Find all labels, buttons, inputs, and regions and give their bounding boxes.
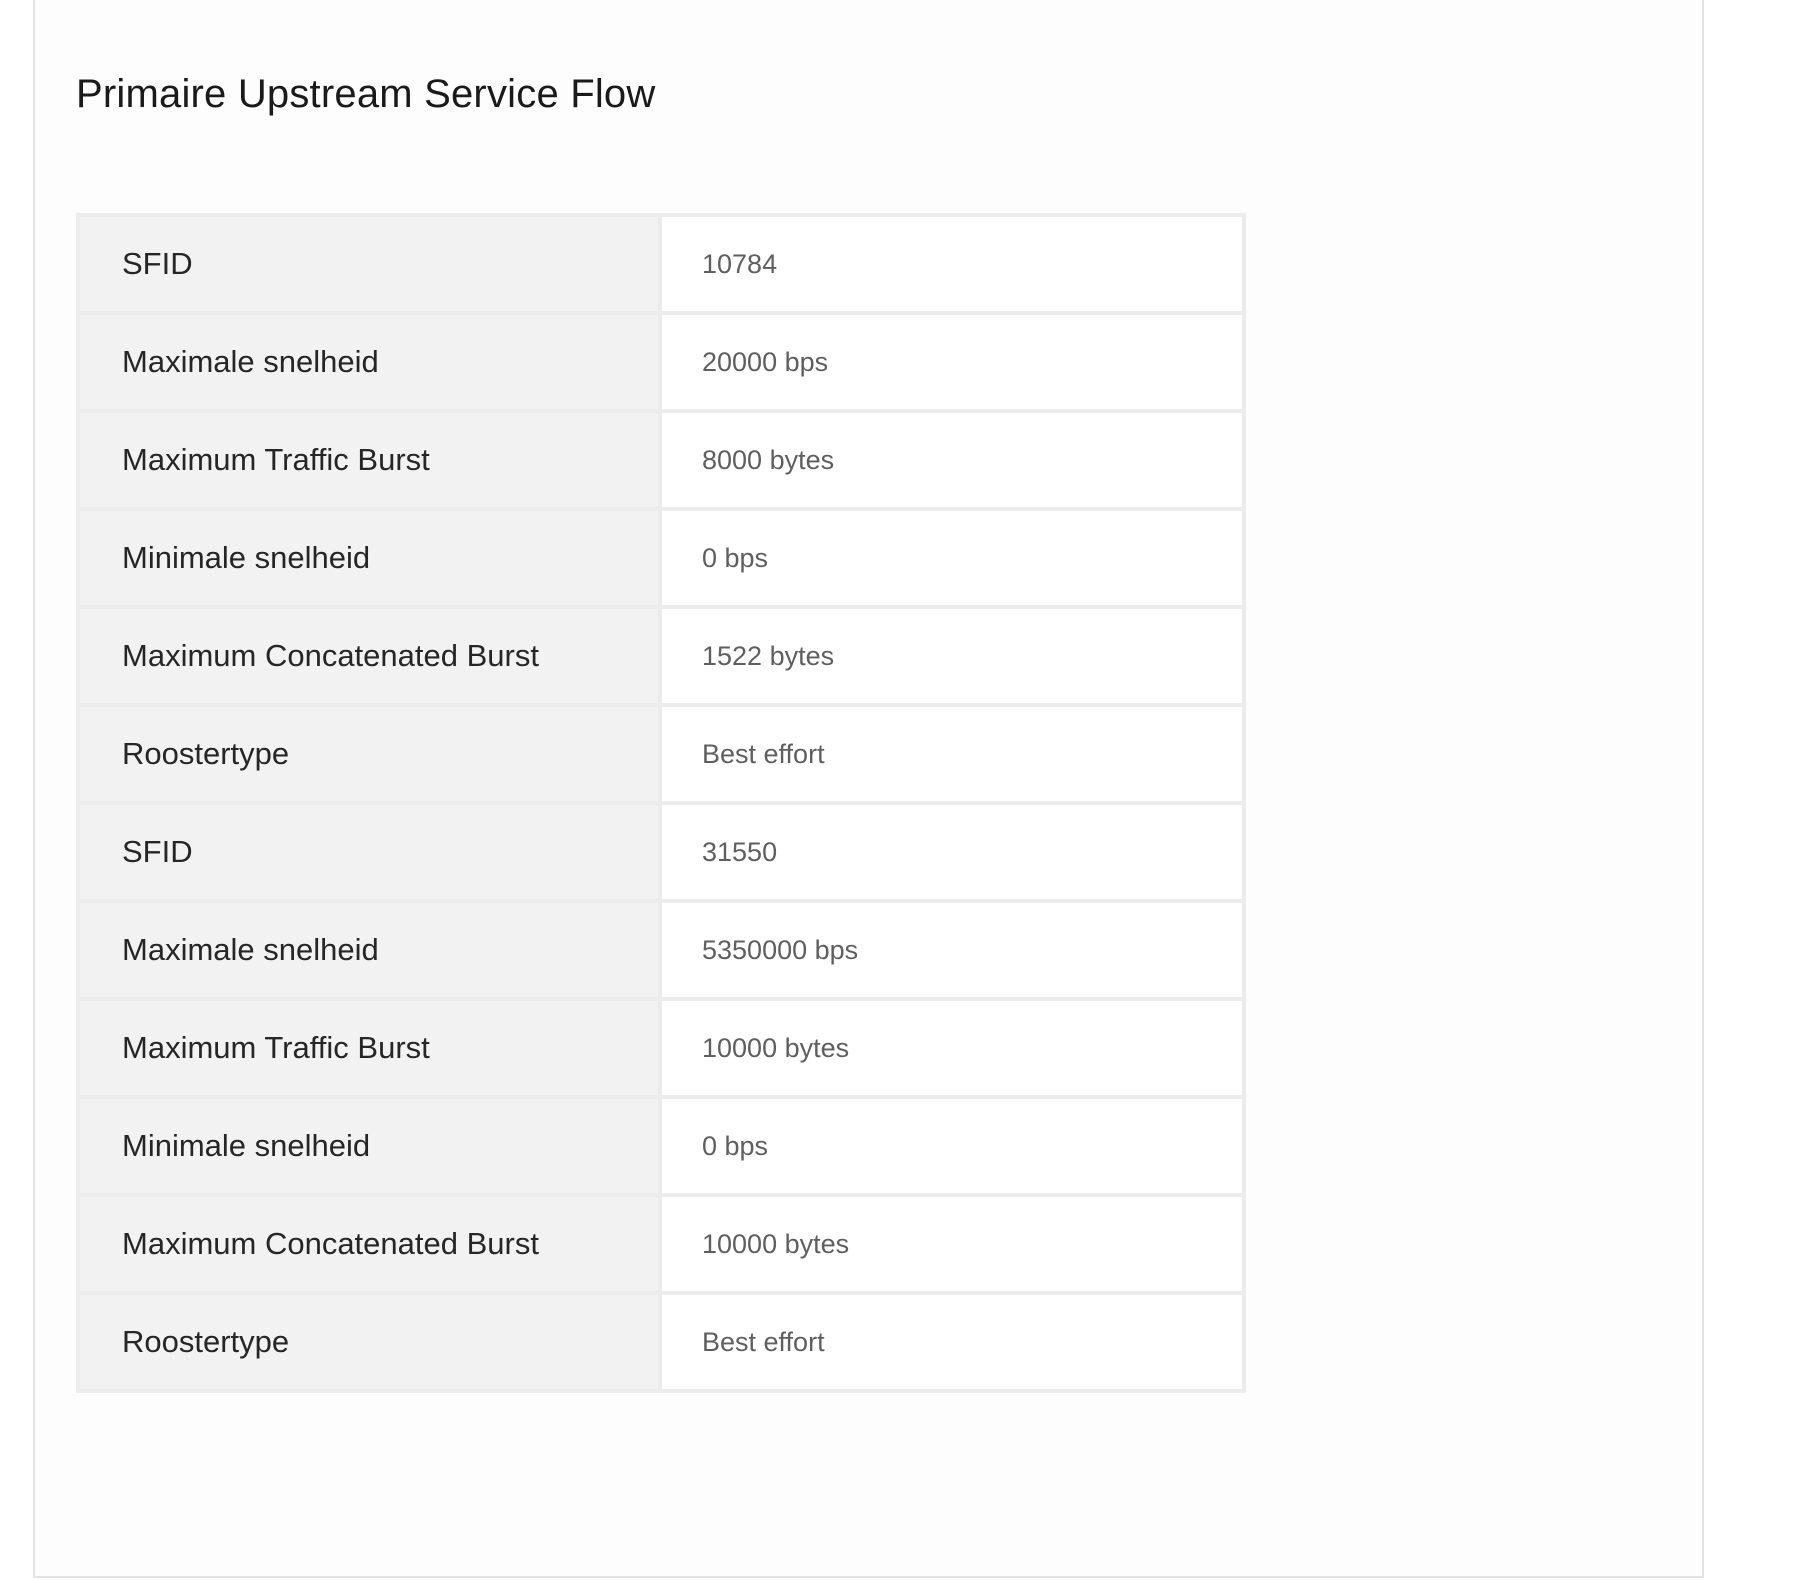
row-label: Maximum Traffic Burst — [78, 411, 660, 509]
row-value: Best effort — [660, 1293, 1244, 1391]
row-label: SFID — [78, 215, 660, 313]
row-value: 5350000 bps — [660, 901, 1244, 999]
row-label: Maximale snelheid — [78, 901, 660, 999]
service-flow-panel — [33, 0, 1704, 1578]
row-value: 10784 — [660, 215, 1244, 313]
table-row — [78, 215, 1244, 313]
table-row — [78, 1293, 1244, 1391]
table-row — [78, 1195, 1244, 1293]
row-label: Maximale snelheid — [78, 313, 660, 411]
table-row — [78, 803, 1244, 901]
row-value: 10000 bytes — [660, 999, 1244, 1097]
row-label: Roostertype — [78, 705, 660, 803]
table-row — [78, 607, 1244, 705]
row-label: Maximum Traffic Burst — [78, 999, 660, 1097]
table-row — [78, 999, 1244, 1097]
row-value: 20000 bps — [660, 313, 1244, 411]
row-label: Maximum Concatenated Burst — [78, 607, 660, 705]
row-value: Best effort — [660, 705, 1244, 803]
table-row — [78, 411, 1244, 509]
row-value: 0 bps — [660, 1097, 1244, 1195]
row-label: Minimale snelheid — [78, 509, 660, 607]
section-title: Primaire Upstream Service Flow — [76, 72, 656, 116]
service-flow-table — [76, 213, 1246, 1393]
row-value: 31550 — [660, 803, 1244, 901]
row-label: SFID — [78, 803, 660, 901]
row-label: Minimale snelheid — [78, 1097, 660, 1195]
row-value: 8000 bytes — [660, 411, 1244, 509]
row-value: 10000 bytes — [660, 1195, 1244, 1293]
table-row — [78, 313, 1244, 411]
row-value: 0 bps — [660, 509, 1244, 607]
row-value: 1522 bytes — [660, 607, 1244, 705]
row-label: Roostertype — [78, 1293, 660, 1391]
table-row — [78, 901, 1244, 999]
table-row — [78, 1097, 1244, 1195]
table-row — [78, 705, 1244, 803]
table-row — [78, 509, 1244, 607]
row-label: Maximum Concatenated Burst — [78, 1195, 660, 1293]
